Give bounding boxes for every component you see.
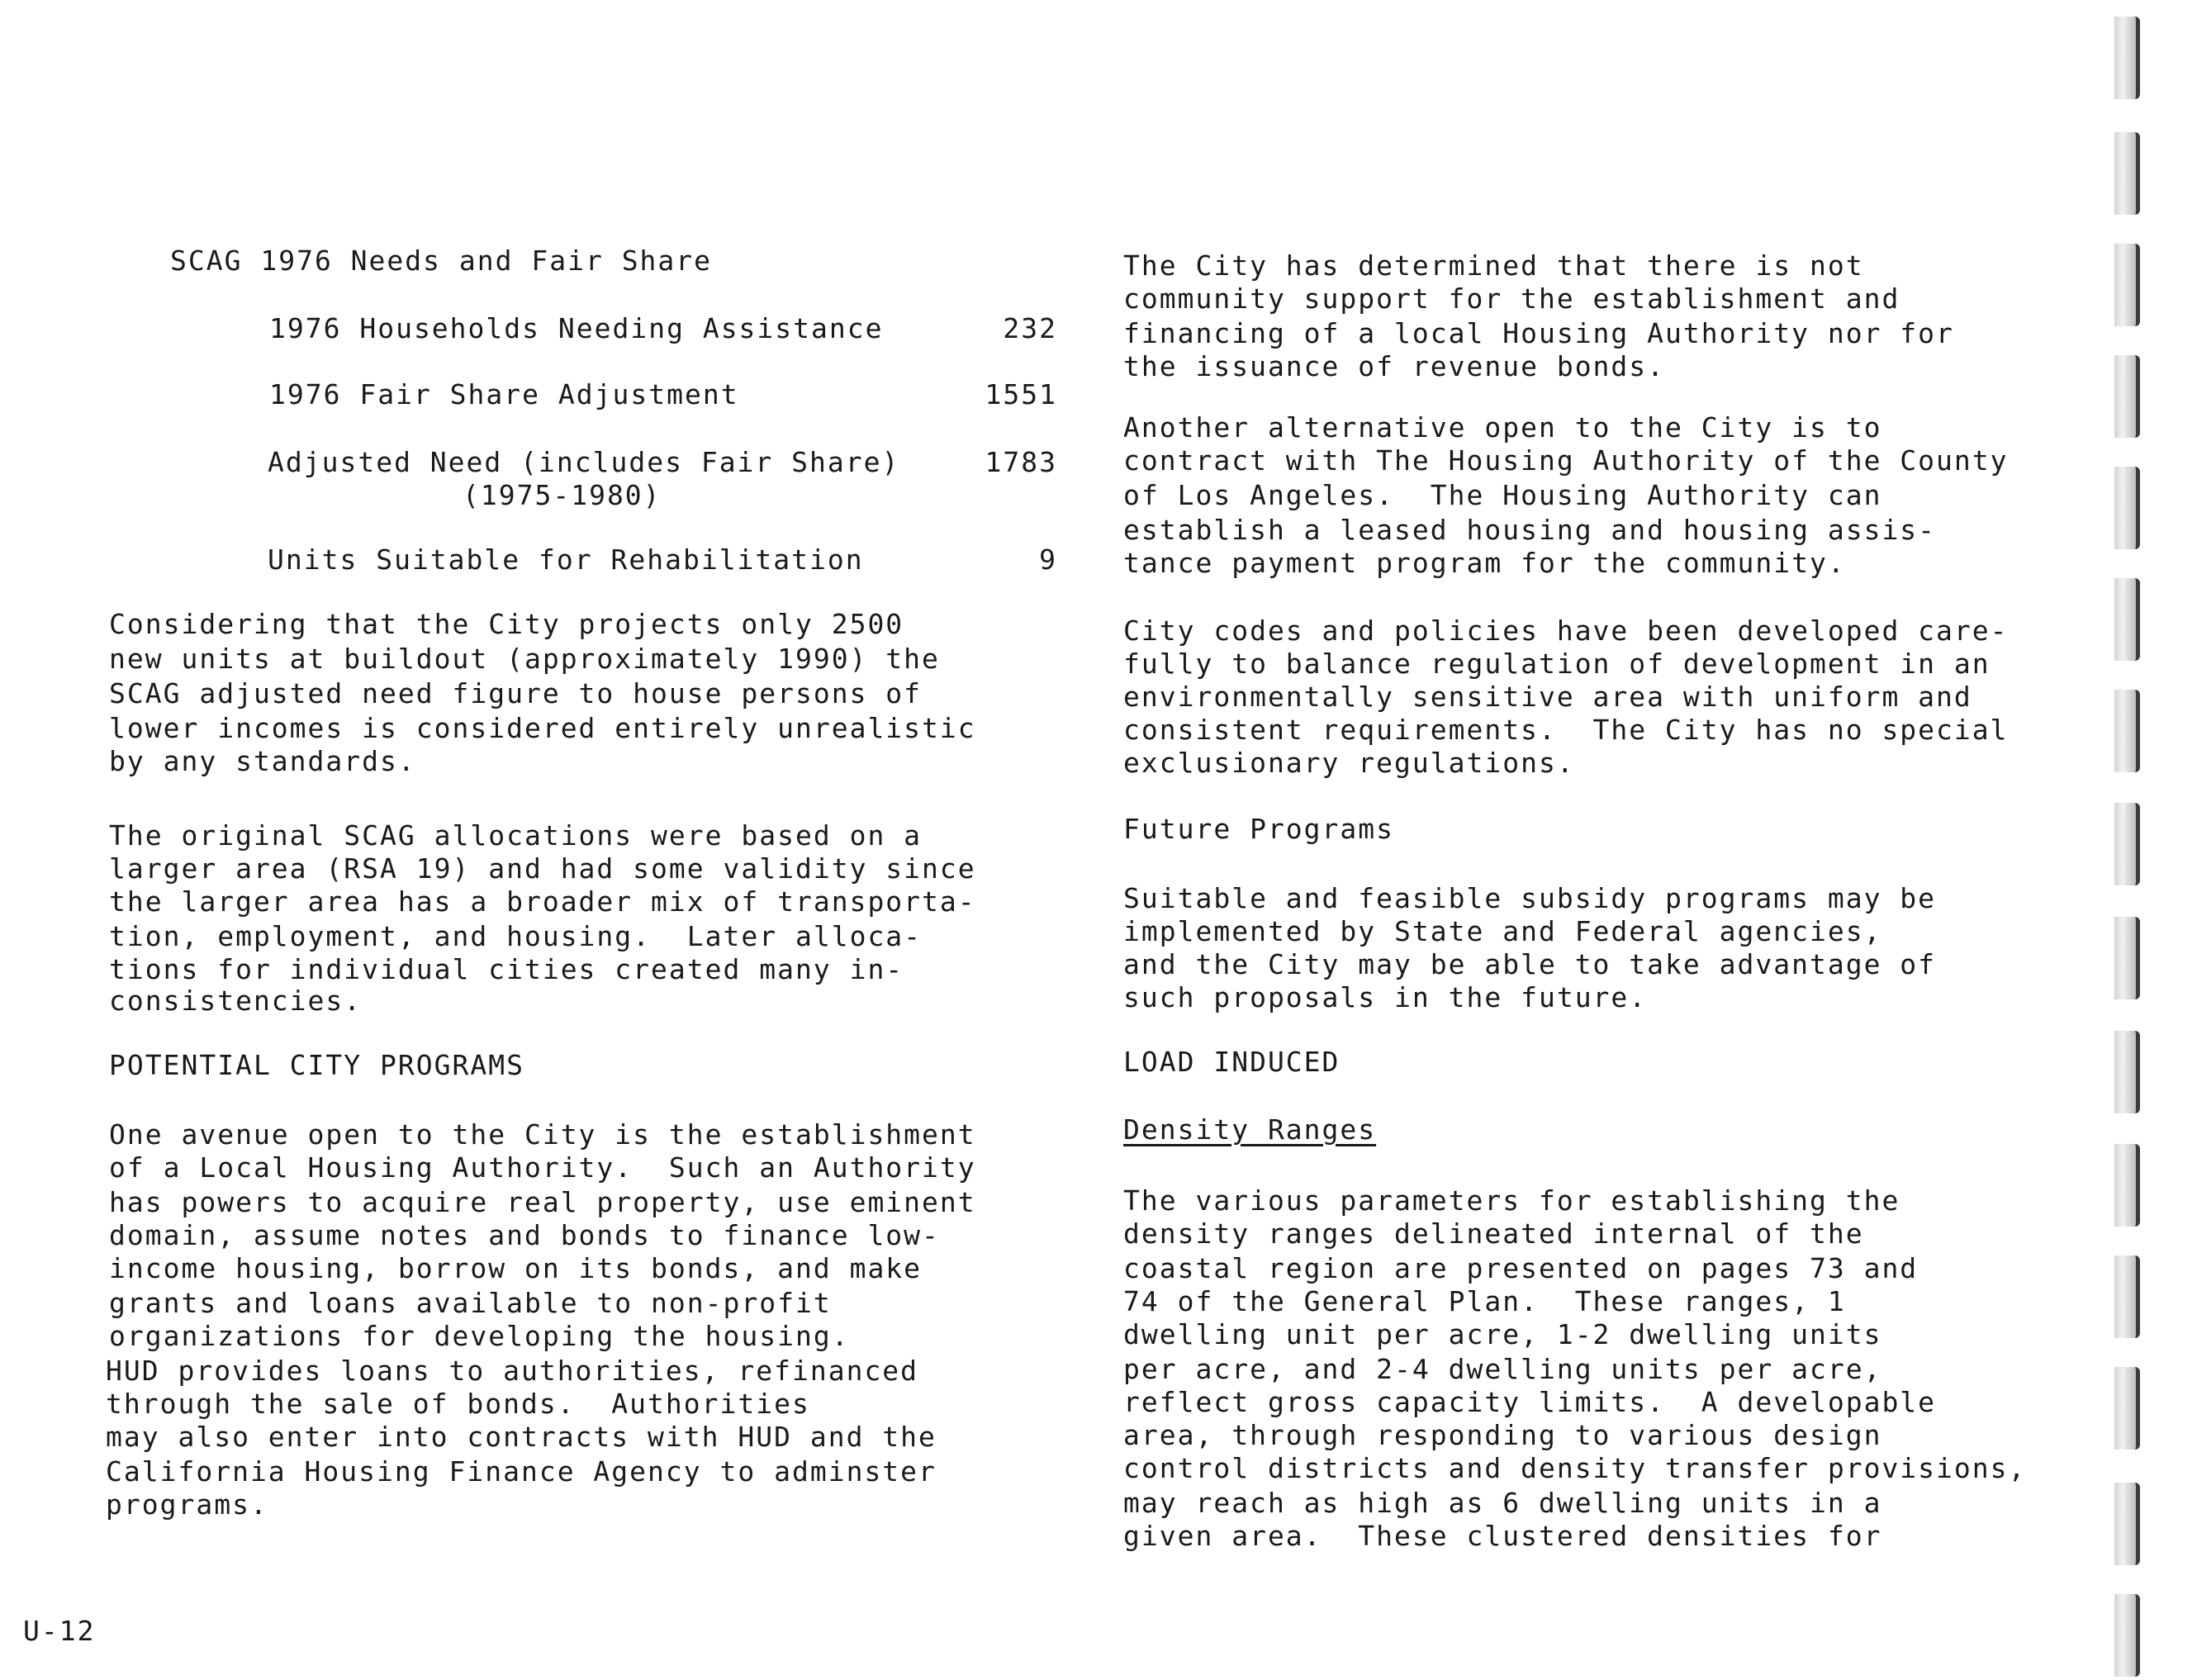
table-row-label: Adjusted Need (includes Fair Share) xyxy=(268,446,900,478)
text-line: The original SCAG allocations were based on a xyxy=(109,819,923,852)
text-line: organizations for developing the housing. xyxy=(109,1320,850,1352)
text-line: of Los Angeles. The Housing Authority can xyxy=(1123,479,1882,511)
text-line: reflect gross capacity limits. A developable xyxy=(1123,1386,1937,1418)
binding-ring xyxy=(2114,17,2140,99)
binding-ring xyxy=(2114,1255,2140,1338)
table-row-label: Units Suitable for Rehabilitation xyxy=(268,543,864,576)
potential-city-programs-heading: POTENTIAL CITY PROGRAMS xyxy=(109,1049,524,1081)
text-line: dwelling unit per acre, 1-2 dwelling units xyxy=(1123,1318,1882,1350)
text-line: community support for the establishment and xyxy=(1123,282,1900,315)
text-line: control districts and density transfer provisions, xyxy=(1123,1452,2027,1484)
text-line: One avenue open to the City is the establishment xyxy=(109,1118,976,1151)
text-line: area, through responding to various design xyxy=(1123,1419,1882,1451)
text-line: programs. xyxy=(106,1488,268,1521)
table-row-value: 9 xyxy=(1039,543,1057,576)
table-row-value: 1783 xyxy=(985,446,1057,478)
adjusted-need-period: (1975-1980) xyxy=(463,479,662,511)
text-line: Considering that the City projects only 2500 xyxy=(109,608,904,640)
binding-ring xyxy=(2114,1031,2140,1113)
table-row-value: 1551 xyxy=(985,378,1057,411)
fair-share-title: SCAG 1976 Needs and Fair Share xyxy=(170,244,713,277)
text-line: The various parameters for establishing the xyxy=(1123,1184,1900,1217)
text-line: consistent requirements. The City has no special xyxy=(1123,714,2009,746)
text-line: tion, employment, and housing. Later alloca- xyxy=(109,920,923,952)
text-line: consistencies. xyxy=(109,985,363,1017)
text-line: domain, assume notes and bonds to finance low- xyxy=(109,1219,940,1251)
binding-ring xyxy=(2114,690,2140,772)
text-line: the larger area has a broader mix of transporta- xyxy=(109,885,976,918)
text-line: such proposals in the future. xyxy=(1123,981,1648,1013)
text-line: California Housing Finance Agency to adminster xyxy=(106,1455,937,1488)
text-line: Suitable and feasible subsidy programs may be xyxy=(1123,882,1937,914)
future-programs-heading: Future Programs xyxy=(1123,813,1395,845)
text-line: HUD provides loans to authorities, refinanced xyxy=(106,1355,919,1387)
binding-ring xyxy=(2114,578,2140,661)
density-ranges-heading: Density Ranges xyxy=(1123,1113,1377,1146)
text-line: may also enter into contracts with HUD and the xyxy=(106,1421,937,1453)
binding-ring xyxy=(2114,917,2140,999)
binding-ring xyxy=(2114,1594,2140,1677)
text-line: establish a leased housing and housing assis- xyxy=(1123,514,1937,546)
text-line: income housing, borrow on its bonds, and make xyxy=(109,1252,923,1284)
binding-ring xyxy=(2114,1483,2140,1565)
text-line: new units at buildout (approximately 1990) the xyxy=(109,643,940,675)
binding-ring xyxy=(2114,1367,2140,1450)
text-line: through the sale of bonds. Authorities xyxy=(106,1388,810,1420)
text-line: exclusionary regulations. xyxy=(1123,747,1575,779)
binding-ring xyxy=(2114,467,2140,549)
text-line: and the City may be able to take advantage of xyxy=(1123,948,1937,980)
text-line: City codes and policies have been developed care- xyxy=(1123,615,2009,647)
page-number: U-12 xyxy=(23,1615,96,1647)
text-line: density ranges delineated internal of the xyxy=(1123,1217,1864,1250)
text-line: given area. These clustered densities for xyxy=(1123,1520,1882,1552)
text-line: by any standards. xyxy=(109,745,416,777)
binding-ring xyxy=(2114,244,2140,326)
text-line: coastal region are presented on pages 73 and xyxy=(1123,1252,1919,1284)
text-line: may reach as high as 6 dwelling units in a xyxy=(1123,1487,1882,1519)
text-line: has powers to acquire real property, use eminent xyxy=(109,1186,976,1218)
text-line: tions for individual cities created many in- xyxy=(109,953,904,985)
table-row-label: 1976 Fair Share Adjustment xyxy=(269,378,739,411)
text-line: The City has determined that there is not xyxy=(1123,249,1864,282)
text-line: tance payment program for the community. xyxy=(1123,547,1846,579)
text-line: environmentally sensitive area with uniform and xyxy=(1123,681,1972,713)
text-line: lower incomes is considered entirely unrealistic xyxy=(109,712,976,744)
table-row-label: 1976 Households Needing Assistance xyxy=(269,312,884,344)
text-line: Another alternative open to the City is to xyxy=(1123,411,1882,444)
text-line: fully to balance regulation of development in an xyxy=(1123,648,1991,680)
text-line: implemented by State and Federal agencies, xyxy=(1123,915,1882,947)
text-line: financing of a local Housing Authority nor for xyxy=(1123,317,1954,349)
binding-ring xyxy=(2114,1144,2140,1227)
text-line: of a Local Housing Authority. Such an Authority xyxy=(109,1151,976,1184)
text-line: contract with The Housing Authority of the County xyxy=(1123,444,2009,477)
load-induced-heading: LOAD INDUCED xyxy=(1123,1046,1341,1078)
binding-ring xyxy=(2114,132,2140,215)
table-row-value: 232 xyxy=(1003,312,1057,344)
text-line: larger area (RSA 19) and had some validity since xyxy=(109,852,976,885)
text-line: the issuance of revenue bonds. xyxy=(1123,350,1666,382)
text-line: grants and loans available to non-profit xyxy=(109,1287,832,1319)
binding-ring xyxy=(2114,355,2140,438)
text-line: SCAG adjusted need figure to house persons of xyxy=(109,677,923,709)
text-line: 74 of the General Plan. These ranges, 1 xyxy=(1123,1285,1846,1317)
spiral-binding xyxy=(2114,0,2180,1680)
binding-ring xyxy=(2114,803,2140,885)
text-line: per acre, and 2-4 dwelling units per acre, xyxy=(1123,1353,1882,1385)
